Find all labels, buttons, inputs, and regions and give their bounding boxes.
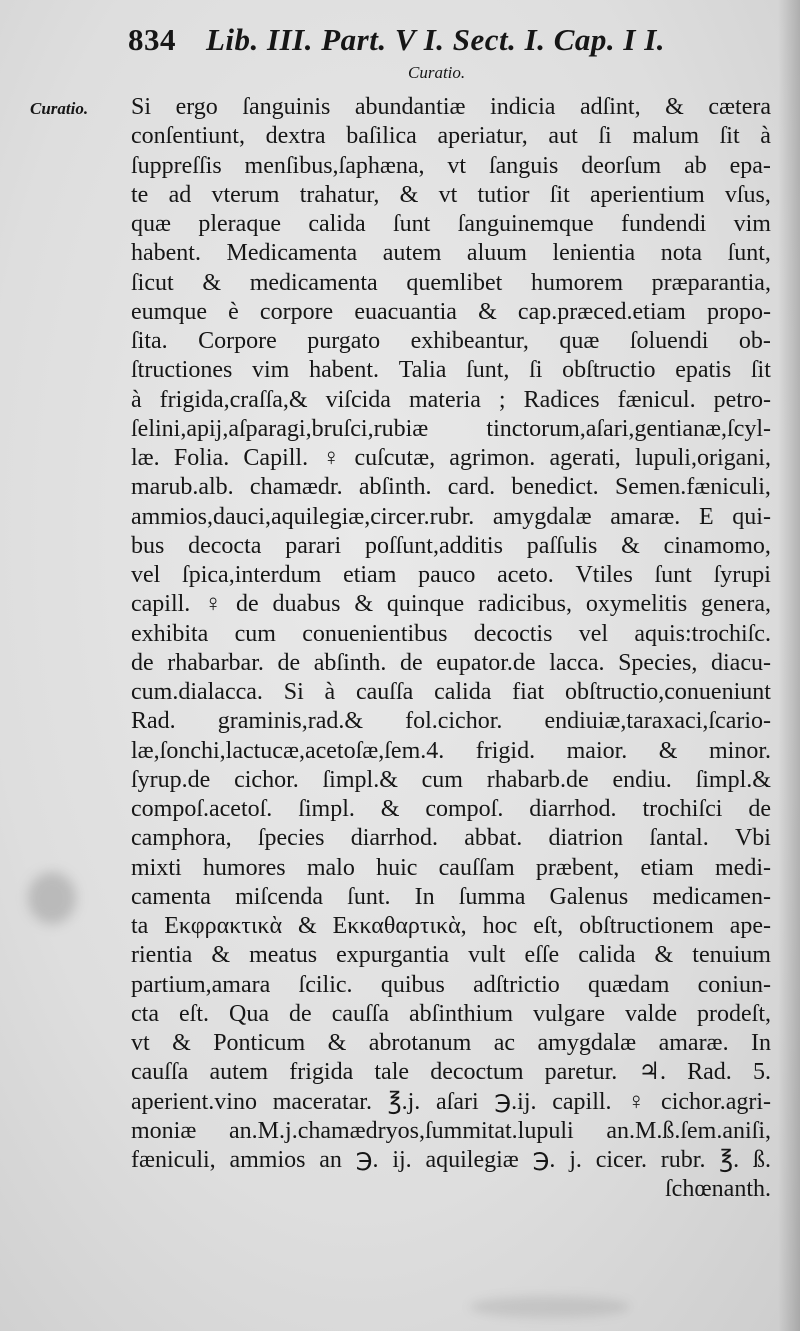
text-line: læ. Folia. Capill. ♀ cuſcutæ, agrimon. agerati, lupuli,origani,	[131, 445, 771, 471]
text-line: Rad. graminis,rad.& fol.cichor. endiuiæ,taraxaci,ſcario-	[131, 708, 771, 735]
text-line: habent. Medicamenta autem aluum lenientia nota ſunt,	[131, 240, 771, 267]
text-line: moniæ an.M.j.chamædryos,ſummitat.lupuli an.M.ß.ſem.aniſi,	[131, 1117, 771, 1144]
text-line: eumque è corpore euacuantia & cap.præced.etiam propo-	[131, 298, 771, 325]
text-line: rientia & meatus expurgantia vult eſſe calida & tenuium	[131, 942, 771, 969]
text-line: compoſ.acetoſ. ſimpl. & compoſ. diarrhod. trochiſci de	[131, 796, 771, 822]
text-line: camenta miſcenda ſunt. In ſumma Galenus medicamen-	[131, 883, 771, 910]
text-line: ammios,dauci,aquilegiæ,circer.rubr. amygdalæ amaræ. E qui-	[131, 503, 771, 530]
marginal-note: Curatio.	[30, 99, 89, 118]
text-line: conſentiunt, dextra baſilica aperiatur, aut ſi malum ſit à	[131, 123, 771, 150]
page-number: 834	[128, 22, 176, 57]
running-header	[128, 22, 728, 58]
text-line: te ad vterum trahatur, & vt tutior ſit aperientium vſus,	[131, 181, 771, 208]
text-line: mixti humores malo huic cauſſam præbent, etiam medi-	[131, 854, 771, 881]
text-line: cum.dialacca. Si à cauſſa calida fiat obſtructio,conueniunt	[131, 679, 771, 705]
text-line: aperient.vino maceratar. ℥.j. aſari ℈.ij. capill. ♀ cichor.agri-	[131, 1088, 771, 1115]
text-line: læ,ſonchi,lactucæ,acetoſæ,ſem.4. frigid. maior. & minor.	[131, 737, 771, 764]
text-line: ſyrup.de cichor. ſimpl.& cum rhabarb.de endiu. ſimpl.&	[131, 766, 771, 793]
running-title: Lib. III. Part. V I. Sect. I. Cap. I I.	[206, 22, 666, 57]
text-line: ſchœnanth.	[665, 1176, 771, 1203]
text-line: exhibita cum conuenientibus decoctis vel aquis:trochiſc.	[131, 620, 771, 647]
ink-smudge	[470, 1296, 630, 1318]
text-line: fæniculi, ammios an ℈. ij. aquilegiæ ℈. j. cicer. rubr. ℥. ß.	[131, 1147, 771, 1173]
text-line: ta Εκφρακτικὰ & Εκκαθαρτικὰ, hoc eſt, obſtructionem ape-	[131, 913, 771, 939]
text-line: ſita. Corpore purgato exhibeantur, quæ ſoluendi ob-	[131, 328, 771, 354]
text-line: ſicut & medicamenta quemlibet humorem præparantia,	[131, 269, 771, 296]
text-line: quæ pleraque calida ſunt ſanguinemque fundendi vim	[131, 211, 771, 237]
text-line: capill. ♀ de duabus & quinque radicibus, oxymelitis genera,	[131, 591, 771, 618]
ink-smudge	[28, 872, 76, 924]
text-line: Si ergo ſanguinis abundantiæ indicia adſint, & cætera	[131, 94, 771, 120]
text-line: bus decocta parari poſſunt,additis paſſulis & cinamomo,	[131, 532, 771, 559]
text-line: partium,amara ſcilic. quibus adſtrictio quædam coniun-	[131, 971, 771, 998]
text-line: cta eſt. Qua de cauſſa abſinthium vulgare valde prodeſt,	[131, 1000, 771, 1027]
text-line: ſuppreſſis menſibus,ſaphæna, vt ſanguis deorſum ab epa-	[131, 152, 771, 179]
text-line: à frigida,craſſa,& viſcida materia ; Radices fænicul. petro-	[131, 386, 771, 413]
text-line: camphora, ſpecies diarrhod. abbat. diatrion ſantal. Vbi	[131, 825, 771, 852]
text-line: ſtructiones vim habent. Talia ſunt, ſi obſtructio epatis ſit	[131, 357, 771, 384]
text-line: de rhabarbar. de abſinth. de eupator.de lacca. Species, diacu-	[131, 649, 771, 676]
text-line: vt & Ponticum & abrotanum ac amygdalæ amaræ. In	[131, 1030, 771, 1056]
body-text	[131, 93, 771, 1205]
page-gutter-shadow	[778, 0, 800, 1331]
text-line: cauſſa autem frigida tale decoctum paretur. ♃. Rad. 5.	[131, 1059, 771, 1086]
text-line: vel ſpica,interdum etiam pauco aceto. Vtiles ſunt ſyrupi	[131, 562, 771, 588]
text-line: ſelini,apij,aſparagi,bruſci,rubiæ tinctorum,aſari,gentianæ,ſcyl-	[131, 415, 771, 442]
section-subheading: Curatio.	[408, 63, 466, 82]
text-line: marub.alb. chamædr. abſinth. card. benedict. Semen.fæniculi,	[131, 474, 771, 501]
